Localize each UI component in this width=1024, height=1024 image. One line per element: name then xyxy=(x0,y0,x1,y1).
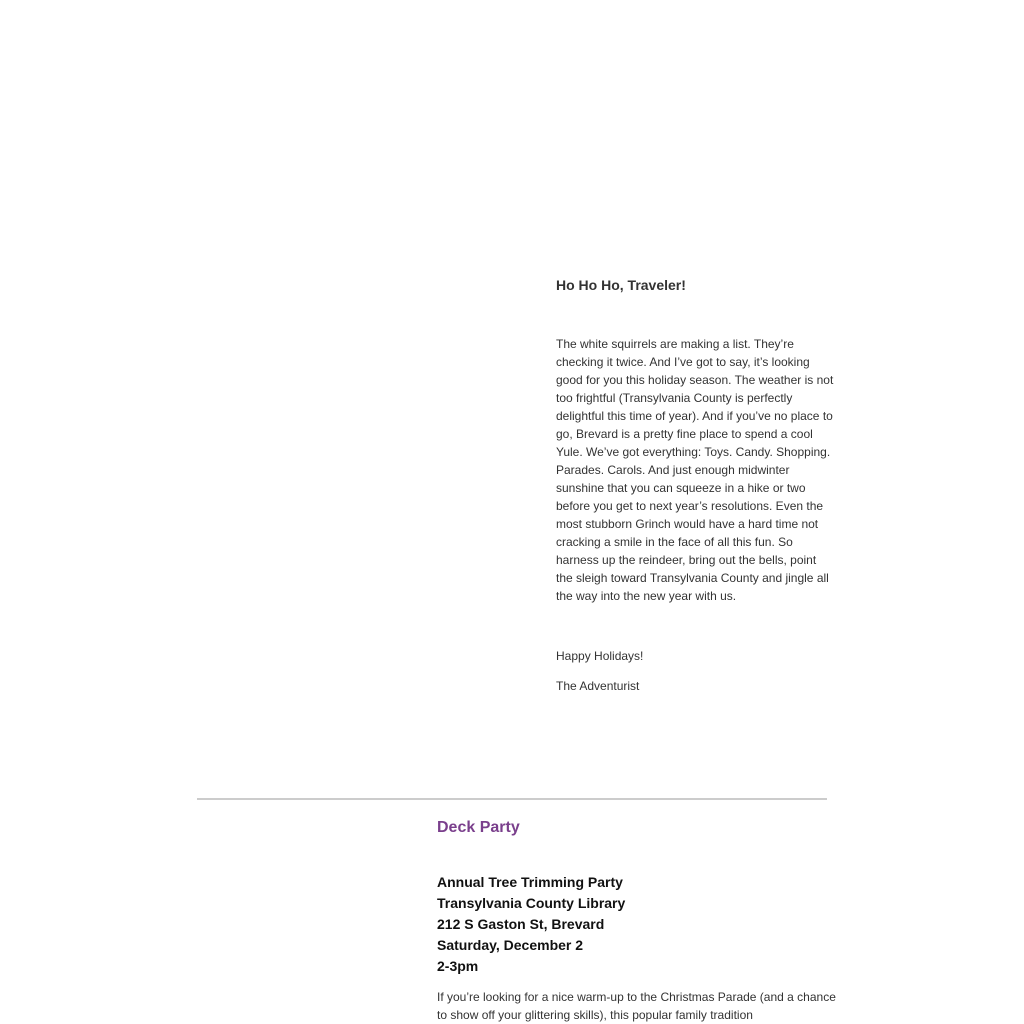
section-divider xyxy=(197,798,827,800)
event-date: Saturday, December 2 xyxy=(437,937,584,953)
event-section-title: Deck Party xyxy=(437,819,520,836)
event-time: 2-3pm xyxy=(437,958,479,974)
letter-signoff: Happy Holidays! xyxy=(556,649,644,663)
event-venue: Transylvania County Library xyxy=(437,895,626,911)
event-name: Annual Tree Trimming Party xyxy=(437,874,623,890)
event-details xyxy=(437,872,837,977)
letter-body: The white squirrels are making a list. They’re checking it twice. And I’ve got to say, it’s looking good for you this holiday season. The weather is not too frightful (Transylvania County is perfectly delightful this time of year). And if you’ve no place to go, Brevard is a pretty fine place to spend a cool Yule. We’ve got everything: Toys. Candy. Shopping. Parades. Carols. And just enough midwinter sunshine that you can squeeze in a hike or two before you get to next year’s resolutions. Even the most stubborn Grinch would have a hard time not cracking a smile in the face of all this fun. So harness up the reindeer, bring out the bells, point the sleigh toward Transylvania County and jingle all the way into the new year with us. xyxy=(556,337,834,603)
letter-greeting: Ho Ho Ho, Traveler! xyxy=(556,277,686,293)
event-address: 212 S Gaston St, Brevard xyxy=(437,916,605,932)
letter-signature: The Adventurist xyxy=(556,679,640,693)
event-description: If you’re looking for a nice warm-up to the Christmas Parade (and a chance to show off your glittering skills), this popular family tradition xyxy=(437,990,836,1022)
event-section xyxy=(437,817,837,1024)
holiday-letter xyxy=(556,276,836,695)
